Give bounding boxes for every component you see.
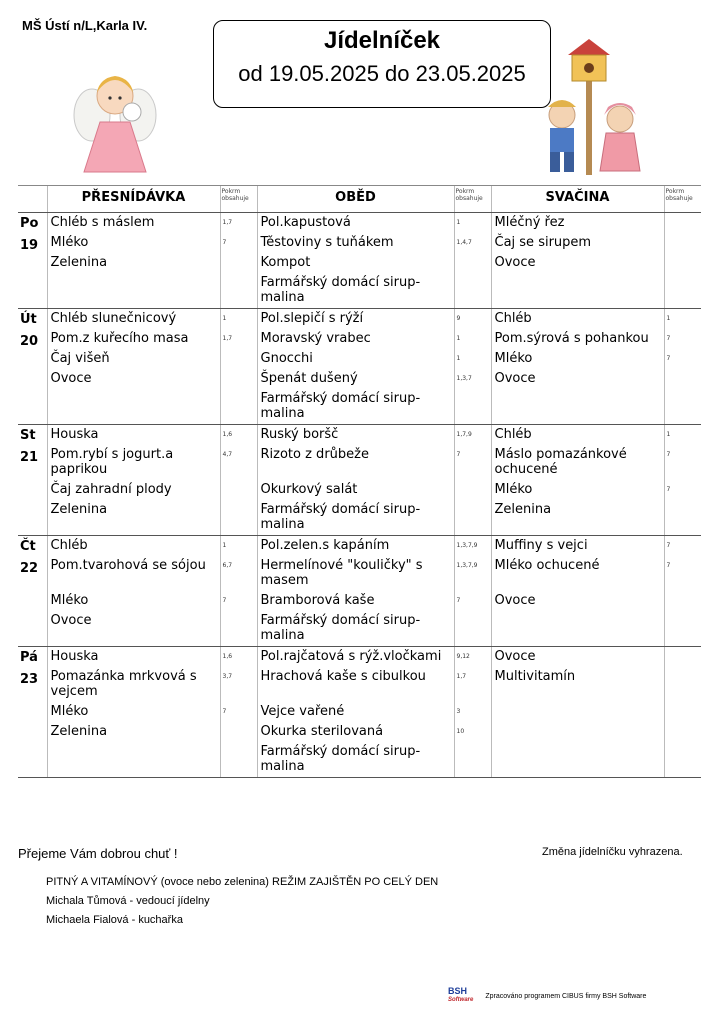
lunch-item: Farmářský domácí sirup-malina [260, 275, 421, 305]
snack-allergens [665, 253, 702, 273]
angel-illustration [70, 60, 160, 180]
change-notice: Změna jídelníčku vyhrazena. [542, 846, 683, 858]
breakfast-item [48, 389, 220, 424]
lunch-allergens [455, 742, 491, 777]
manager-name: Michala Tůmová - vedoucí jídelny [46, 895, 210, 907]
snack-allergens [665, 742, 702, 777]
lunch-allergens [455, 480, 491, 500]
breakfast-allergens: 7 [222, 239, 227, 246]
day-date: 19 [20, 238, 39, 253]
snack-allergens [665, 611, 702, 646]
breakfast-allergens [221, 480, 257, 500]
breakfast-allergens [221, 273, 257, 308]
snack-item [492, 702, 664, 722]
lunch-allergens: 7 [456, 451, 461, 458]
snack-item [492, 722, 664, 742]
snack-item: Mléčný řez [494, 215, 565, 230]
lunch-item: Hermelínové "kouličky" s masem [260, 558, 423, 588]
allergen-header: Pokrm obsahuje [664, 186, 701, 213]
header-row [18, 186, 701, 213]
breakfast-allergens: 1,6 [222, 431, 233, 438]
snack-item: Ovoce [494, 255, 536, 270]
lunch-item: Bramborová kaše [260, 593, 375, 608]
breakfast-allergens [221, 369, 257, 389]
lunch-allergens: 1,4,7 [456, 239, 472, 246]
breakfast-item: Chléb s máslem [50, 215, 155, 230]
day-name: St [20, 428, 36, 443]
lunch-allergens: 1,3,7,9 [456, 562, 478, 569]
credit-text: Zpracováno programem CIBUS firmy BSH Software [485, 992, 647, 1000]
lunch-allergens: 1 [456, 335, 461, 342]
allergen-header: Pokrm obsahuje [454, 186, 491, 213]
breakfast-allergens [221, 722, 257, 742]
snack-item: Chléb [494, 427, 532, 442]
breakfast-item: Pom.tvarohová se sójou [50, 558, 206, 573]
allergen-header: Pokrm obsahuje [220, 186, 257, 213]
title-box [213, 20, 551, 108]
snack-allergens [665, 213, 702, 233]
bsh-logo: BSH Software [448, 986, 474, 1003]
snack-allergens [665, 667, 702, 702]
breakfast-allergens: 7 [222, 597, 227, 604]
lunch-allergens: 3 [456, 708, 461, 715]
day-date: 22 [20, 561, 39, 576]
snack-allergens [665, 369, 702, 389]
snack-allergens [665, 702, 702, 722]
day-name: Po [20, 216, 39, 231]
snack-allergens: 1 [666, 431, 671, 438]
day-date: 20 [20, 334, 39, 349]
snack-item: Ovoce [494, 649, 536, 664]
lunch-allergens [455, 273, 491, 308]
snack-allergens [665, 647, 702, 667]
breakfast-allergens: 7 [222, 708, 227, 715]
lunch-item: Okurka sterilovaná [260, 724, 384, 739]
snack-item: Pom.sýrová s pohankou [494, 331, 649, 346]
snack-item [492, 389, 664, 424]
drinking-regime-note: PITNÝ A VITAMÍNOVÝ (ovoce nebo zelenina) REŽIM ZAJIŠTĚN PO CELÝ DEN [46, 876, 439, 888]
lunch-item: Ruský boršč [260, 427, 339, 442]
breakfast-item: Zelenina [50, 255, 108, 270]
snack-item: Multivitamín [494, 669, 576, 684]
menu-table [18, 185, 701, 778]
day-row [18, 309, 701, 425]
breakfast-header: PŘESNÍDÁVKA [47, 186, 220, 213]
breakfast-allergens [221, 253, 257, 273]
snack-allergens [665, 500, 702, 535]
snack-item: Ovoce [494, 593, 536, 608]
lunch-allergens [455, 253, 491, 273]
software-credit [448, 987, 646, 1005]
breakfast-item: Houska [50, 427, 99, 442]
breakfast-item: Ovoce [50, 613, 92, 628]
lunch-item: Rizoto z drůbeže [260, 447, 369, 462]
lunch-item: Vejce vařené [260, 704, 345, 719]
breakfast-item: Mléko [50, 235, 89, 250]
breakfast-allergens [221, 742, 257, 777]
breakfast-item: Chléb slunečnicový [50, 311, 177, 326]
lunch-item: Moravský vrabec [260, 331, 371, 346]
lunch-allergens [455, 611, 491, 646]
cook-name: Michaela Fialová - kuchařka [46, 914, 183, 926]
lunch-header: OBĚD [257, 186, 454, 213]
breakfast-item: Chléb [50, 538, 88, 553]
day-date: 21 [20, 450, 39, 465]
lunch-allergens: 1,3,7,9 [456, 542, 478, 549]
breakfast-allergens: 1 [222, 542, 227, 549]
breakfast-item: Čaj zahradní plody [50, 482, 172, 497]
lunch-item: Pol.rajčatová s rýž.vločkami [260, 649, 442, 664]
snack-allergens: 7 [666, 542, 671, 549]
breakfast-allergens: 1 [222, 315, 227, 322]
snack-header: SVAČINA [491, 186, 664, 213]
breakfast-allergens [221, 349, 257, 369]
snack-item: Mléko ochucené [494, 558, 600, 573]
lunch-item: Farmářský domácí sirup-malina [260, 744, 421, 774]
breakfast-item [48, 742, 220, 777]
snack-allergens: 1 [666, 315, 671, 322]
day-row [18, 425, 701, 536]
snack-item: Mléko [494, 482, 533, 497]
snack-allergens [665, 389, 702, 424]
breakfast-item: Pom.z kuřecího masa [50, 331, 189, 346]
lunch-allergens: 1 [456, 355, 461, 362]
breakfast-allergens [221, 389, 257, 424]
day-name: Čt [20, 539, 36, 554]
snack-item: Chléb [494, 311, 532, 326]
snack-allergens: 7 [666, 562, 671, 569]
lunch-allergens: 9,12 [456, 653, 470, 660]
day-name: Pá [20, 650, 38, 665]
lunch-item: Špenát dušený [260, 371, 358, 386]
lunch-item: Farmářský domácí sirup-malina [260, 391, 421, 421]
breakfast-allergens: 1,6 [222, 653, 233, 660]
lunch-allergens: 1,7 [456, 673, 467, 680]
lunch-item: Okurkový salát [260, 482, 358, 497]
lunch-item: Hrachová kaše s cibulkou [260, 669, 426, 684]
lunch-allergens: 1 [456, 219, 461, 226]
snack-allergens: 7 [666, 355, 671, 362]
breakfast-item [48, 273, 220, 308]
wish-text: Přejeme Vám dobrou chuť ! [18, 846, 178, 861]
snack-allergens [665, 722, 702, 742]
breakfast-item: Mléko [50, 593, 89, 608]
breakfast-allergens: 3,7 [222, 673, 233, 680]
snack-allergens [665, 591, 702, 611]
lunch-allergens: 9 [456, 315, 461, 322]
lunch-item: Farmářský domácí sirup-malina [260, 502, 421, 532]
breakfast-item: Mléko [50, 704, 89, 719]
lunch-item: Pol.slepičí s rýží [260, 311, 364, 326]
breakfast-item: Zelenina [50, 502, 108, 517]
snack-item: Čaj se sirupem [494, 235, 592, 250]
breakfast-item: Houska [50, 649, 99, 664]
breakfast-item: Zelenina [50, 724, 108, 739]
lunch-allergens [455, 500, 491, 535]
day-name: Út [20, 312, 37, 327]
snack-item: Máslo pomazánkové ochucené [494, 447, 627, 477]
footer-notes [46, 873, 438, 930]
lunch-item: Těstoviny s tuňákem [260, 235, 394, 250]
date-range: od 19.05.2025 do 23.05.2025 [238, 61, 526, 86]
breakfast-item: Pom.rybí s jogurt.a paprikou [50, 447, 174, 477]
snack-item: Muffiny s vejci [494, 538, 588, 553]
lunch-item: Kompot [260, 255, 311, 270]
lunch-allergens [455, 389, 491, 424]
snack-allergens [665, 233, 702, 253]
day-row [18, 536, 701, 647]
lunch-allergens: 1,7,9 [456, 431, 472, 438]
breakfast-item: Ovoce [50, 371, 92, 386]
day-row [18, 647, 701, 778]
breakfast-allergens [221, 500, 257, 535]
snack-item: Zelenina [494, 502, 552, 517]
lunch-allergens: 7 [456, 597, 461, 604]
lunch-item: Gnocchi [260, 351, 313, 366]
breakfast-item: Čaj višeň [50, 351, 110, 366]
snack-allergens: 7 [666, 335, 671, 342]
lunch-item: Pol.zelen.s kapáním [260, 538, 390, 553]
day-row [18, 213, 701, 309]
breakfast-allergens [221, 611, 257, 646]
snack-item [492, 742, 664, 777]
lunch-item: Pol.kapustová [260, 215, 351, 230]
breakfast-allergens: 6,7 [222, 562, 233, 569]
children-birdhouse-illustration [528, 35, 648, 185]
snack-item [492, 273, 664, 308]
day-date: 23 [20, 672, 39, 687]
snack-allergens: 7 [666, 486, 671, 493]
lunch-allergens: 10 [456, 728, 465, 735]
breakfast-allergens: 4,7 [222, 451, 233, 458]
snack-allergens: 7 [666, 451, 671, 458]
breakfast-item: Pomazánka mrkvová s vejcem [50, 669, 197, 699]
breakfast-allergens: 1,7 [222, 219, 233, 226]
page-title: Jídelníček [323, 27, 441, 54]
lunch-item: Farmářský domácí sirup-malina [260, 613, 421, 643]
snack-item [492, 611, 664, 646]
snack-allergens [665, 273, 702, 308]
snack-item: Ovoce [494, 371, 536, 386]
school-name: MŠ Ústí n/L,Karla IV. [22, 18, 148, 33]
lunch-allergens: 1,3,7 [456, 375, 472, 382]
breakfast-allergens: 1,7 [222, 335, 233, 342]
snack-item: Mléko [494, 351, 533, 366]
